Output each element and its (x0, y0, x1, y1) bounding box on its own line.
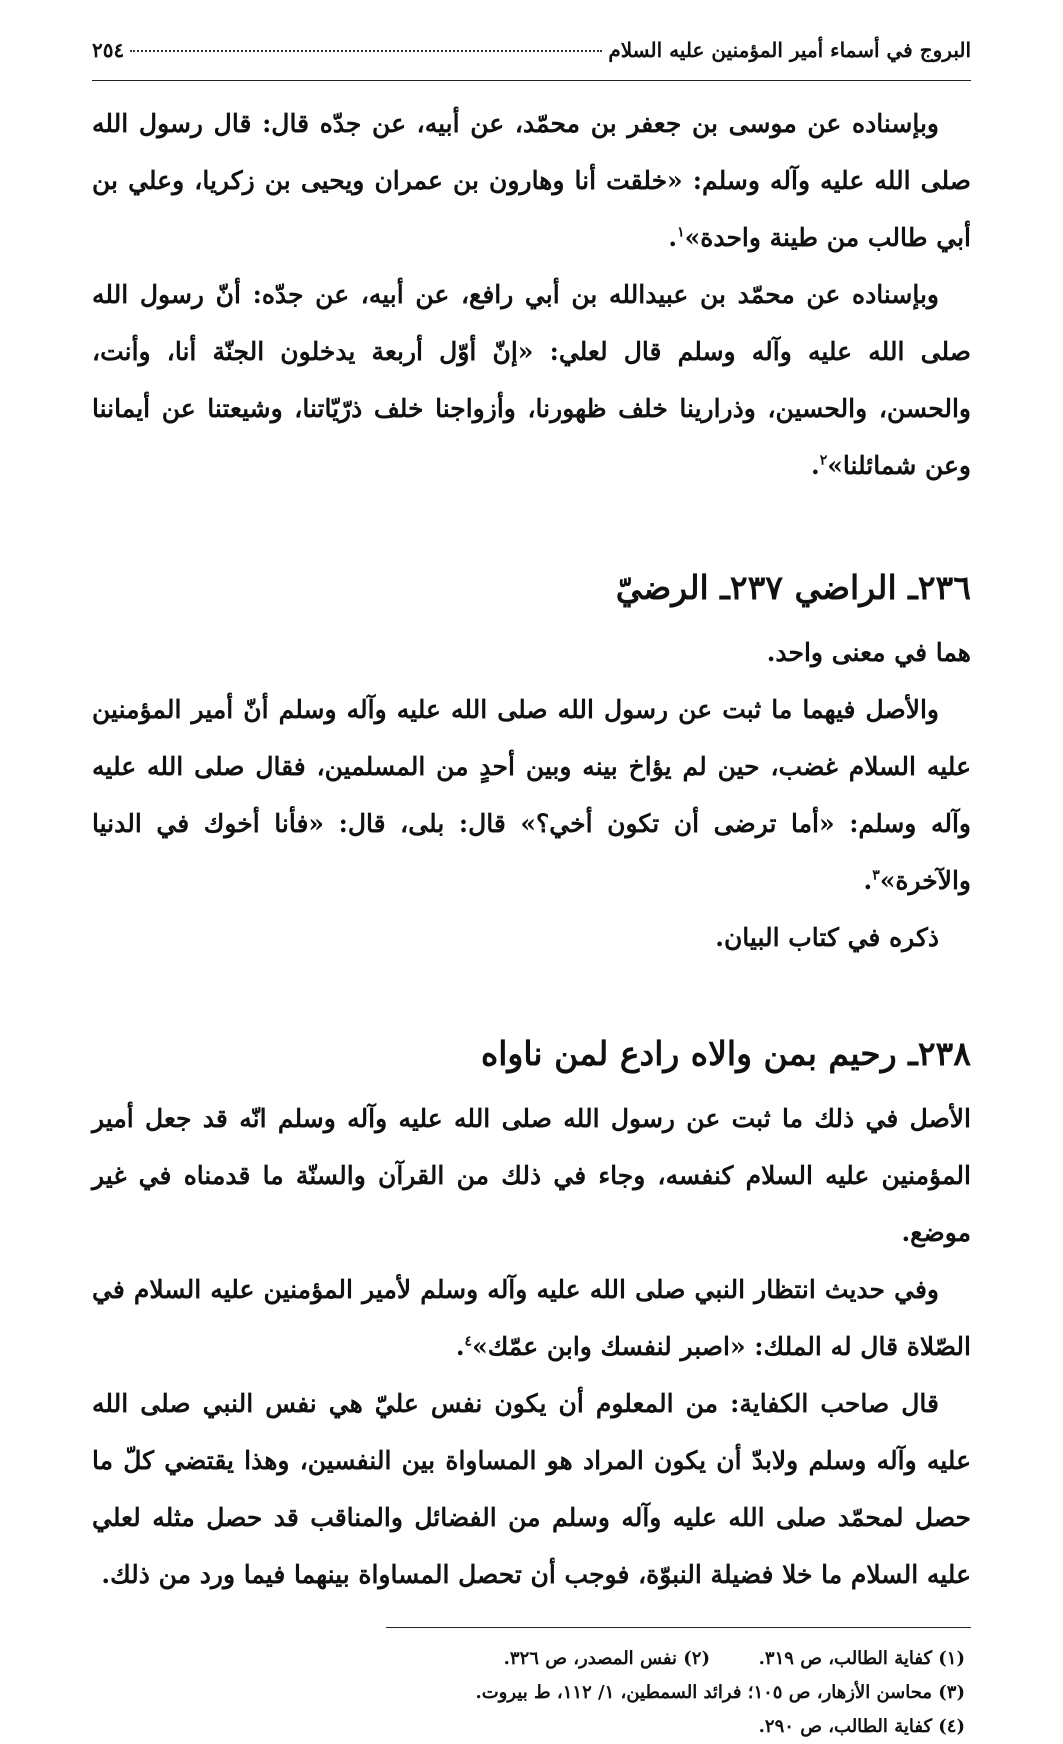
paragraph: الأصل في ذلك ما ثبت عن رسول الله صلى الله عليه وآله وسلم انّه قد جعل أمير المؤمنين عليه السلام كنفسه، وجاء في ذلك من القرآن والسنّة ما قدمناه في غير موضع. (92, 1104, 971, 1247)
footnote-ref: ٢ (819, 452, 828, 469)
section-heading: ٢٣٨ـ رحيم بمن والاه رادع لمن ناواه (480, 1034, 971, 1073)
header-dot-leader (130, 50, 602, 52)
header-title: البروج في أسماء أمير المؤمنين عليه السلام (608, 38, 971, 62)
paragraph: قال صاحب الكفاية: من المعلوم أن يكون نفس عليّ هي نفس النبي صلى الله عليه وآله وسلم ولابدّ أن يكون المراد هو المساواة بين النفسين، وهذا يقتضي كلّ ما حصل لمحمّد صلى الله عليه وآله وسلم من الفضائل والمناقب قد حصل مثله لعلي عليه السلام ما خلا فضيلة النبوّة، فوجب أن تحصل المساواة بينهما فيما ورد من ذلك. (92, 1389, 971, 1589)
paragraph: وبإسناده عن موسى بن جعفر بن محمّد، عن أبيه، عن جدّه قال: قال رسول الله صلى الله عليه وآله وسلم: «خلقت أنا وهارون بن عمران ويحيى بن زكريا، وعلي بن أبي طالب من طينة واحدة»$^١$. (92, 109, 971, 252)
paragraph: هما في معنى واحد. (766, 638, 971, 667)
footnote-ref: ٤ (464, 1333, 473, 1350)
running-header (92, 38, 971, 81)
paragraph: وبإسناده عن محمّد بن عبيدالله بن أبي رافع، عن أبيه، عن جدّه: أنّ رسول الله صلى الله عليه وآله وسلم قال لعلي: «إنّ أوّل أربعة يدخلون الجنّة أنا، وأنت، والحسن، والحسين، وذرارينا خلف ظهورنا، وأزواجنا خلف ذرّيّاتنا، وشيعتنا عن أيماننا وعن شمائلنا»$^٢$. (92, 280, 971, 480)
paragraph: ذكره في كتاب البيان. (715, 923, 939, 952)
footnote: (٢) نفس المصدر، ص ٣٢٦. (503, 1648, 710, 1669)
book-page (92, 38, 971, 1744)
section-heading: ٢٣٦ـ الراضي ٢٣٧ـ الرضيّ (615, 568, 971, 607)
page-number: ٢٥٤ (92, 38, 125, 62)
footnote: (١) كفاية الطالب، ص ٣١٩. (758, 1648, 965, 1669)
footnote: (٣) محاسن الأزهار، ص ١٠٥؛ فرائد السمطين، ١/ ١١٢، ط بيروت. (475, 1682, 965, 1703)
footnote-divider (386, 1627, 971, 1628)
footnotes (92, 1642, 971, 1744)
paragraph: وفي حديث انتظار النبي صلى الله عليه وآله وسلم لأمير المؤمنين عليه السلام في الصّلاة قال له الملك: «اصبر لنفسك وابن عمّك»$^٤$. (92, 1275, 971, 1361)
paragraph: والأصل فيهما ما ثبت عن رسول الله صلى الله عليه وآله وسلم أنّ أمير المؤمنين عليه السلام غضب، حين لم يؤاخ بينه وبين أحدٍ من المسلمين، فقال صلى الله عليه وآله وسلم: «أما ترضى أن تكون أخي؟» قال: بلى، قال: «فأنا أخوك في الدنيا والآخرة»$^٣$. (92, 695, 971, 895)
footnote: (٤) كفاية الطالب، ص ٢٩٠. (758, 1716, 965, 1737)
footnote-ref: ٣ (872, 867, 880, 884)
footnote-ref: ١ (677, 224, 685, 241)
